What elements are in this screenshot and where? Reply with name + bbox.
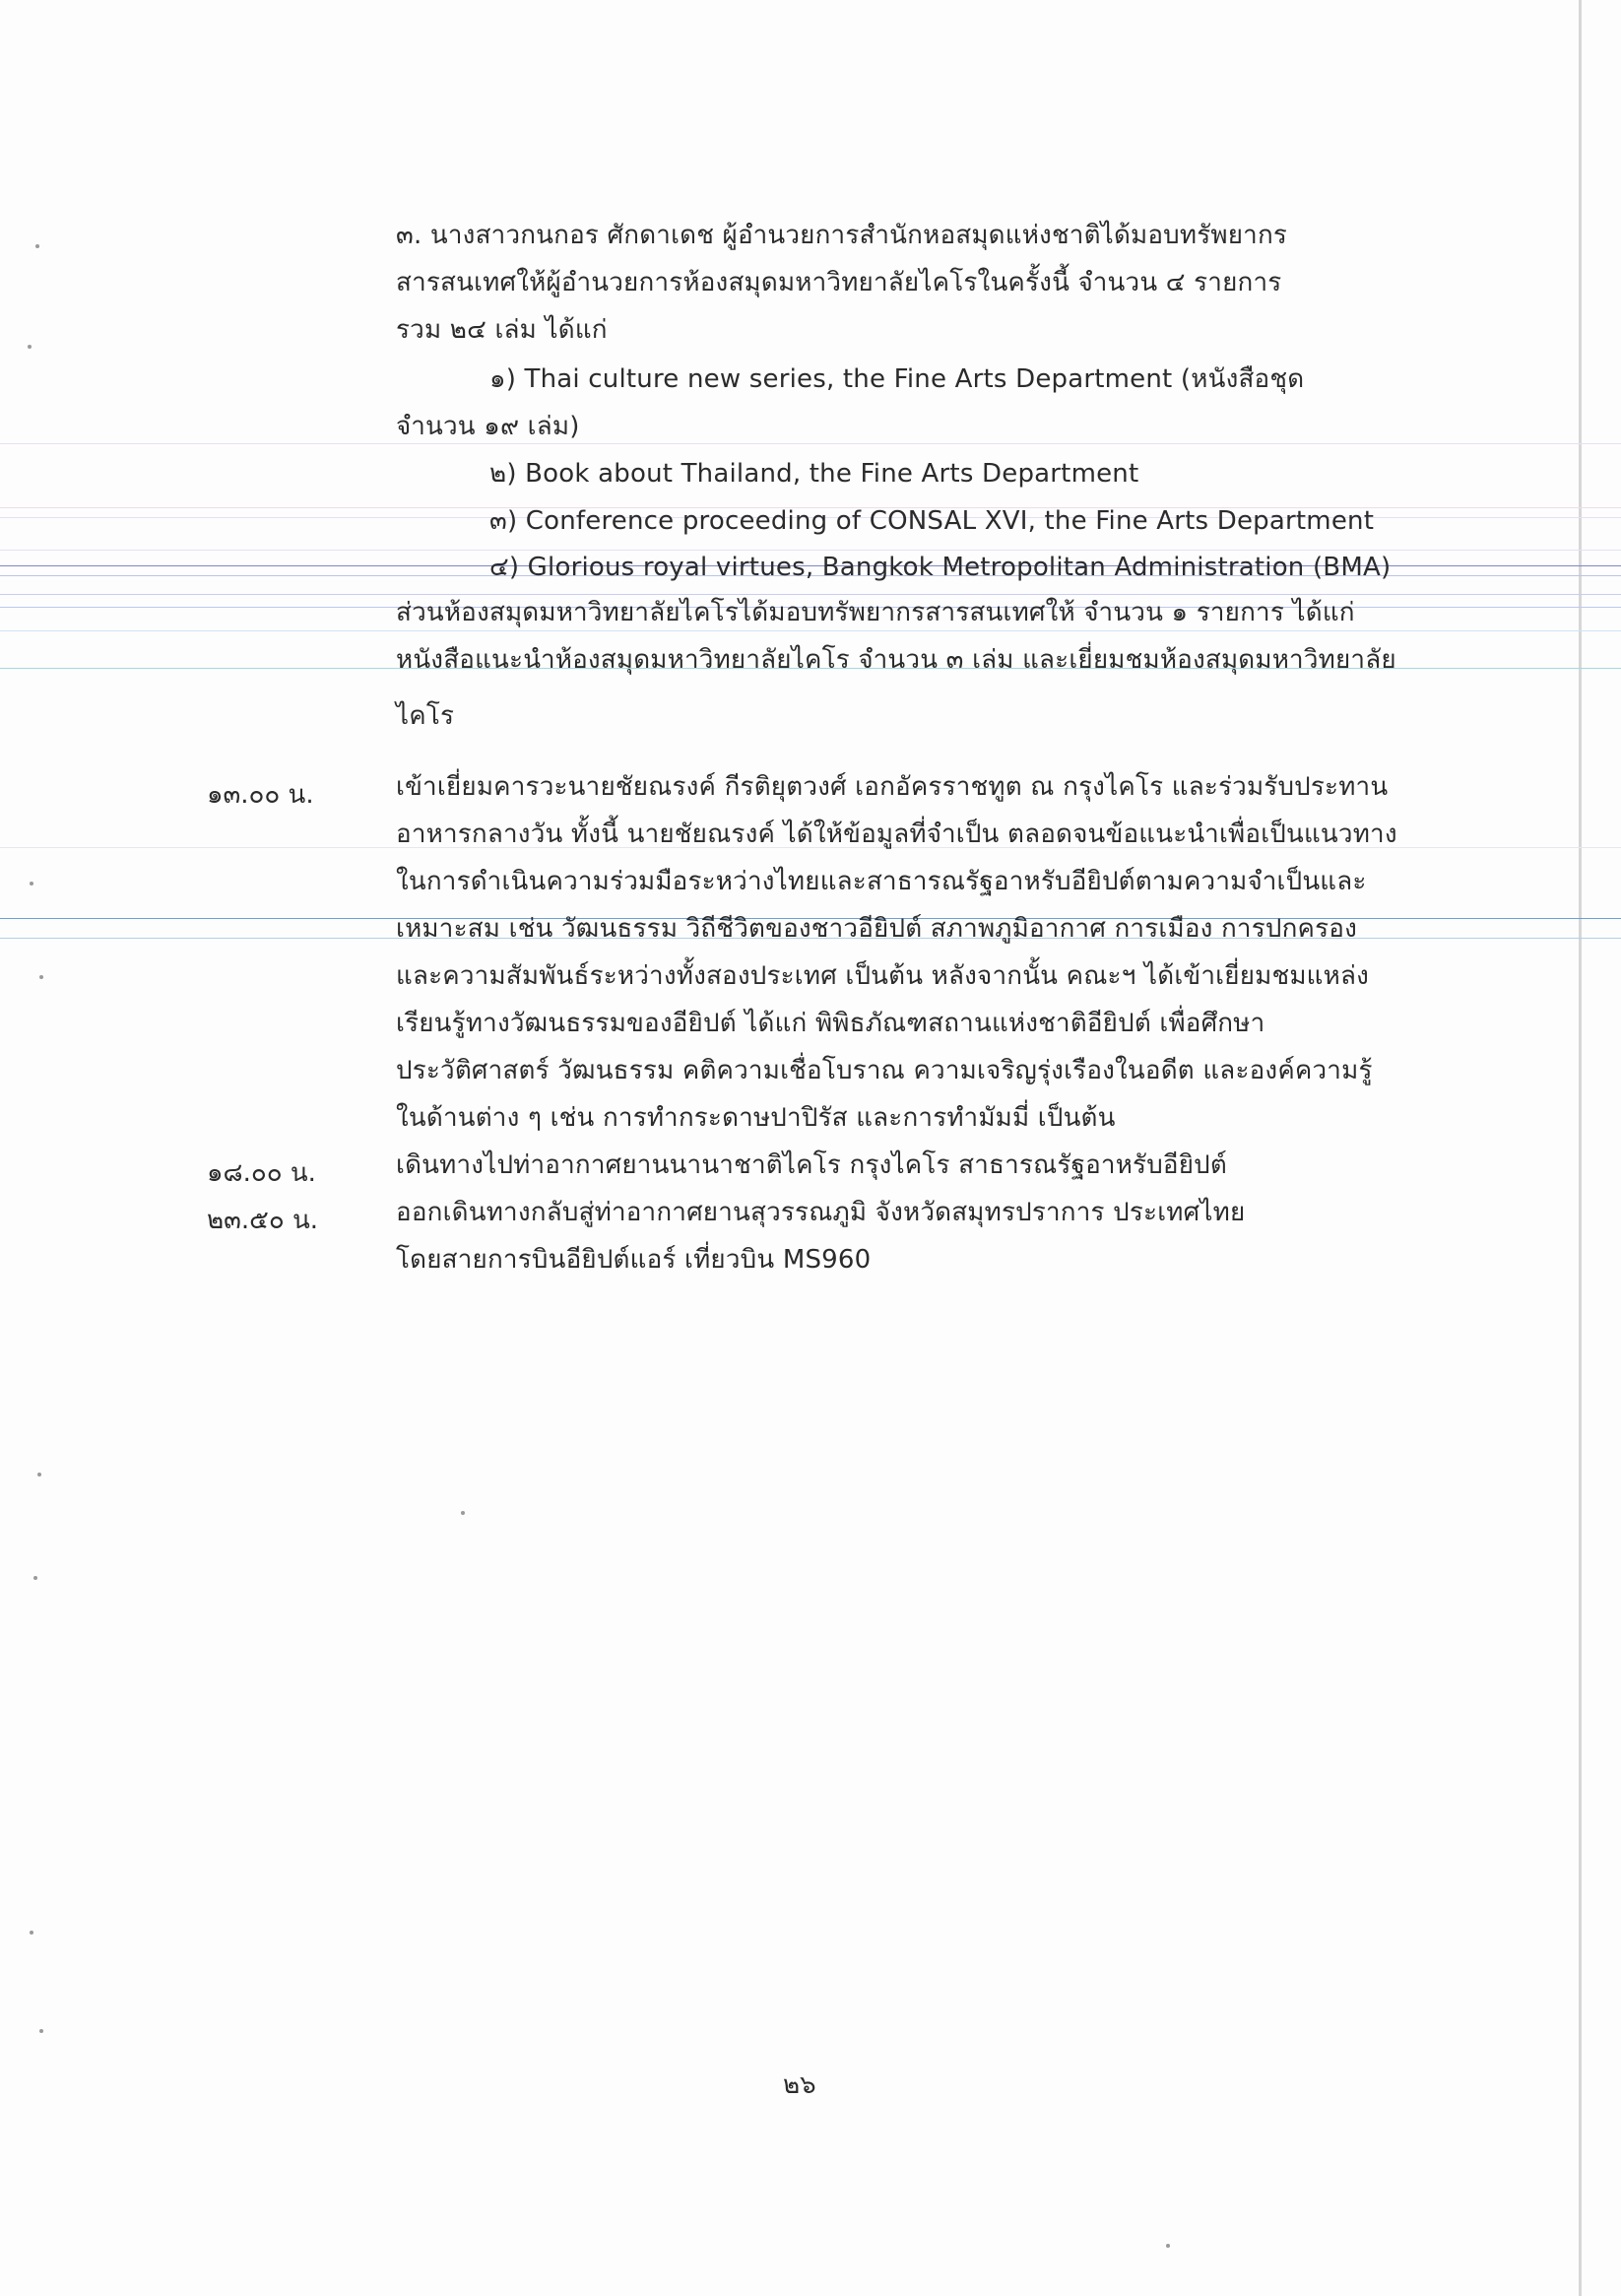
- section-3-line: รวม ๒๔ เล่ม ได้แก่: [396, 315, 608, 345]
- schedule-text-line: โดยสายการบินอียิปต์แอร์ เที่ยวบิน MS960: [396, 1245, 872, 1275]
- schedule-text-line: ในด้านต่าง ๆ เช่น การทำกระดาษปาปิรัส และการทำมัมมี่ เป็นต้น: [396, 1103, 1116, 1133]
- section-3-closing-line: ไคโร: [396, 701, 455, 731]
- scan-speck: [35, 244, 39, 248]
- scan-speck: [28, 345, 32, 349]
- schedule-text-line: อาหารกลางวัน ทั้งนี้ นายชัยณรงค์ ได้ให้ข้อมูลที่จำเป็น ตลอดจนข้อแนะนำเพื่อเป็นแนวทาง: [396, 820, 1397, 849]
- book-list-item-continuation: จำนวน ๑๙ เล่ม): [396, 412, 580, 441]
- scan-speck: [461, 1511, 465, 1515]
- scan-speck: [30, 1931, 33, 1935]
- scan-speck: [39, 2029, 43, 2033]
- page-number: ๒๖: [783, 2070, 816, 2100]
- scan-speck: [30, 882, 33, 886]
- schedule-text-line: เหมาะสม เช่น วัฒนธรรม วิถีชีวิตของชาวอียิปต์ สภาพภูมิอากาศ การเมือง การปกครอง: [396, 914, 1358, 944]
- scan-speck: [1166, 2244, 1170, 2248]
- schedule-time: ๑๓.๐๐ น.: [207, 780, 314, 810]
- book-list-item: ๓) Conference proceeding of CONSAL XVI, the Fine Arts Department: [489, 506, 1375, 536]
- schedule-time: ๑๘.๐๐ น.: [207, 1158, 316, 1188]
- schedule-text-line: เข้าเยี่ยมคารวะนายชัยณรงค์ กีรติยุตวงศ์ เอกอัครราชทูต ณ กรุงไคโร และร่วมรับประทาน: [396, 772, 1389, 802]
- scan-line: [0, 443, 1621, 444]
- schedule-text-line: เรียนรู้ทางวัฒนธรรมของอียิปต์ ได้แก่ พิพิธภัณฑสถานแห่งชาติอียิปต์ เพื่อศึกษา: [396, 1009, 1265, 1038]
- schedule-text-line: ประวัติศาสตร์ วัฒนธรรม คติความเชื่อโบราณ ความเจริญรุ่งเรืองในอดีต และองค์ความรู้: [396, 1056, 1373, 1085]
- section-3-closing-line: หนังสือแนะนำห้องสมุดมหาวิทยาลัยไคโร จำนวน ๓ เล่ม และเยี่ยมชมห้องสมุดมหาวิทยาลัย: [396, 645, 1396, 675]
- book-list-item: ๒) Book about Thailand, the Fine Arts Department: [489, 459, 1139, 489]
- schedule-text-line: เดินทางไปท่าอากาศยานนานาชาติไคโร กรุงไคโร สาธารณรัฐอาหรับอียิปต์: [396, 1150, 1227, 1180]
- schedule-time: ๒๓.๕๐ น.: [207, 1206, 319, 1235]
- section-3-closing-line: ส่วนห้องสมุดมหาวิทยาลัยไคโรได้มอบทรัพยากรสารสนเทศให้ จำนวน ๑ รายการ ได้แก่: [396, 598, 1355, 627]
- section-3-line: ๓. นางสาวกนกอร ศักดาเดช ผู้อำนวยการสำนักหอสมุดแห่งชาติได้มอบทรัพยากร: [396, 221, 1288, 250]
- schedule-text-line: ออกเดินทางกลับสู่ท่าอากาศยานสุวรรณภูมิ จังหวัดสมุทรปราการ ประเทศไทย: [396, 1198, 1246, 1227]
- scan-line: [0, 630, 1621, 631]
- schedule-text-line: ในการดำเนินความร่วมมือระหว่างไทยและสาธารณรัฐอาหรับอียิปต์ตามความจำเป็นและ: [396, 867, 1367, 896]
- scan-line: [0, 594, 1621, 595]
- section-3-line: สารสนเทศให้ผู้อำนวยการห้องสมุดมหาวิทยาลัยไคโรในครั้งนี้ จำนวน ๔ รายการ: [396, 268, 1282, 297]
- book-list-item: ๔) Glorious royal virtues, Bangkok Metropolitan Administration (BMA): [489, 553, 1392, 582]
- scan-speck: [39, 975, 43, 979]
- book-list-item: ๑) Thai culture new series, the Fine Arts Department (หนังสือชุด: [489, 364, 1305, 394]
- page-edge-shadow: [1579, 0, 1582, 2296]
- scan-speck: [37, 1473, 41, 1476]
- schedule-text-line: และความสัมพันธ์ระหว่างทั้งสองประเทศ เป็นต้น หลังจากนั้น คณะฯ ได้เข้าเยี่ยมชมแหล่ง: [396, 961, 1369, 991]
- scan-speck: [33, 1576, 37, 1580]
